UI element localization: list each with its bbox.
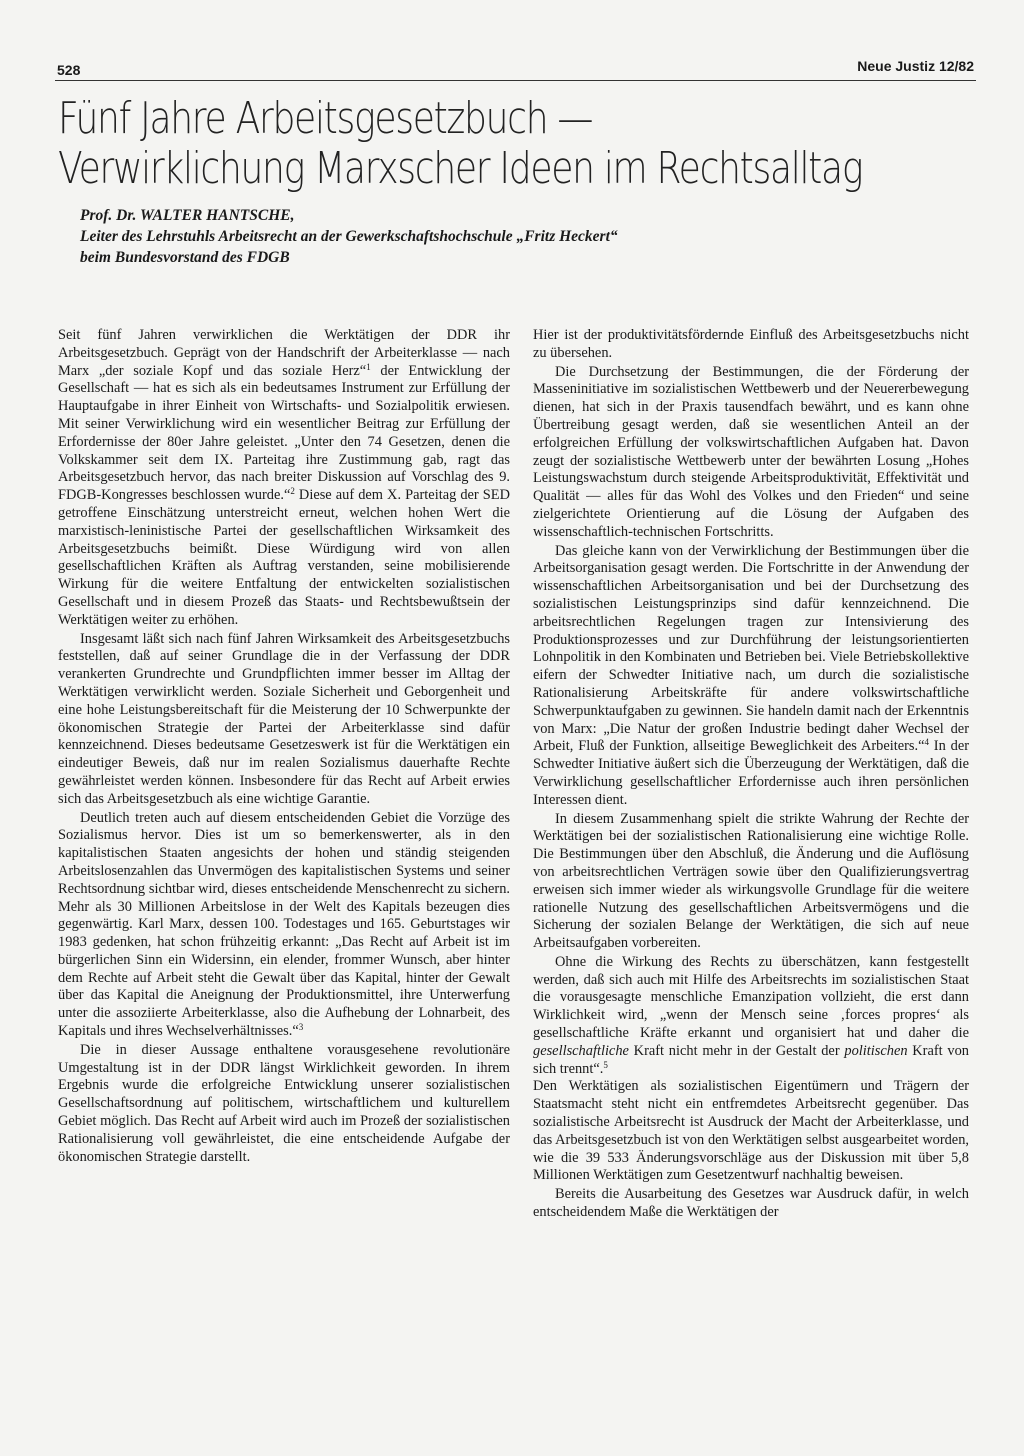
footnote-ref: 5	[603, 1059, 608, 1070]
author-affiliation: beim Bundesvorstand des FDGB	[80, 249, 290, 266]
footnote-ref: 3	[298, 1022, 304, 1033]
paragraph: Insgesamt läßt sich nach fünf Jahren Wirksamkeit des Arbeitsgesetzbuchs feststellen, daß auf seiner Grundlage die in der Verfassung der DDR verankerten Grundrechte und Grundpflichten immer besser im Alltag der Werktätigen verwirklicht werden. Soziale Sicherheit und Geborgenheit und eine hohe Leistungsbereitschaft für die Meisterung der 10 Schwerpunkte der ökonomischen Strategie der Partei der Arbeiterklasse sind dafür kennzeichnend. Dieses bedeutsame Gesetzeswerk ist für die Werktätigen ein eindeutiger Beweis, daß nur im realen Sozialismus dauerhafte Rechte gewährleistet werden können. Insbesondere für das Recht auf Arbeit erwies sich das Arbeitsgesetzbuch als eine wichtige Garantie.	[58, 630, 510, 807]
paragraph: Die in dieser Aussage enthaltene vorausgesehene revolutionäre Umgestaltung ist in der DDR längst Wirklichkeit geworden. In ihrem Ergebnis wurde die erfolgreiche Entwicklung unserer sozialistischen Gesellschaftsordnung auf politischem, wirtschaftlichem und kulturellem Gebiet möglich. Das Recht auf Arbeit wird auch im Prozeß der sozialistischen Rationalisierung voll gewährleistet, die eine entscheidende Aufgabe der ökonomischen Strategie darstellt.	[58, 1041, 510, 1165]
paragraph: Hier ist der produktivitätsfördernde Einfluß des Arbeitsgesetzbuchs nicht zu übersehen.	[533, 327, 969, 361]
article-title	[58, 93, 863, 194]
footnote-ref: 2	[290, 486, 295, 497]
body-column-right	[533, 327, 969, 1222]
author-block	[80, 205, 980, 268]
paragraph: Deutlich treten auch auf diesem entscheidenden Gebiet die Vorzüge des Sozialismus hervor. Dies ist um so bemerkenswerter, als in den kapitalistischen Staaten angesichts der hohen und ständig steigenden Arbeitslosenzahlen das Unvermögen des kapitalistischen Systems und seiner Rechtsordnung sichtbar wird, dieses entscheidende Menschenrecht zu sichern. Mehr als 30 Millionen Arbeitslose in der Welt des Kapitals bezeugen dies gegenwärtig. Karl Marx, dessen 100. Todestages und 165. Geburtstages wir 1983 gedenken, hat schon frühzeitig erkannt: „Das Recht auf Arbeit ist im bürgerlichen Sinn ein Widersinn, ein elender, frommer Wunsch, aber hinter dem Rechte auf Arbeit steht die Gewalt über das Kapital, hinter der Gewalt über das Kapital die Aneignung der Produktionsmittel, ihre Unterwerfung unter die assoziierte Arbeiterklasse, also die Aufhebung der Lohnarbeit, des Kapitals und ihres Wechselverhältnisses.“$^3$	[58, 809, 510, 1040]
paragraph: Bereits die Ausarbeitung des Gesetzes war Ausdruck dafür, in welch entscheidendem Maße die Werktätigen der	[533, 1186, 969, 1221]
paragraph: Den Werktätigen als sozialistischen Eigentümern und Trägern der Staatsmacht steht nicht ein entfremdetes Arbeitsrecht gegenüber. Das sozialistische Arbeitsrecht ist Ausdruck der Macht der Arbeiterklasse, und das Arbeitsgesetzbuch ist von den Werktätigen selbst ausgearbeitet worden, wie die 39 533 Änderungsvorschläge aus der Diskussion mit über 5,8 Millionen Werktätigen zum Gesetzentwurf nachhaltig beweisen.	[533, 1078, 969, 1184]
author-position: Leiter des Lehrstuhls Arbeitsrecht an der Gewerkschaftshochschule „Fritz Heckert“	[80, 228, 618, 245]
footnote-ref: 1	[366, 361, 371, 372]
paragraph: In diesem Zusammenhang spielt die strikte Wahrung der Rechte der Werktätigen bei der sozialistischen Rationalisierung eine wichtige Rolle. Die Bestimmungen über den Abschluß, die Änderung und die Auflösung von arbeitsrechtlichen Verträgen sowie über den Qualifizierungsvertrag erweisen sich immer wieder als wirkungsvolle Grundlage für die weitere rationelle Nutzung des gesellschaftlichen Arbeitsvermögens und die Sicherung der sozialen Belange der Werktätigen, die sich auf neue Arbeitsaufgaben vorbereiten.	[533, 810, 969, 952]
paragraph: Das gleiche kann von der Verwirklichung der Bestimmungen über die Arbeitsorganisation gesagt werden. Die Fortschritte in der Anwendung der wissenschaftlichen Arbeitsorganisation und bei der Durchsetzung des sozialistischen Leistungsprinzips sind dafür kennzeichnend. Die arbeitsrechtlichen Regelungen tragen zur Intensivierung des Produktionsprozesses und zur Durchführung der leistungsorientierten Lohnpolitik in den Kombinaten und Betrieben bei. Viele Betriebskollektive eifern der Schwedter Initiative nach, um durch die sozialistische Rationalisierung Arbeitskräfte für andere volkswirtschaftliche Schwerpunktaufgaben zu gewinnen. Sie handeln damit nach der Erkenntnis von Marx: „Die Natur der großen Industrie bedingt daher Wechsel der Arbeit, Fluß der Funktion, allseitige Beweglichkeit des Arbeiters.“$^4$ In der Schwedter Initiative äußert sich die Überzeugung der Werktätigen, daß die Verwirklichung gesellschaftlicher Erfordernisse auch ihren persönlichen Interessen dient.	[533, 542, 970, 808]
body-column-left	[58, 327, 510, 1166]
paragraph: Seit fünf Jahren verwirklichen die Werktätigen der DDR ihr Arbeitsgesetzbuch. Geprägt von der Handschrift der Arbeiterklasse — nach Marx „der soziale Kopf und das soziale Herz“$^1$ der Entwicklung der Gesellschaft — hat es sich als ein bedeutsames Instrument zur Erfüllung der Hauptaufgabe in ihrer Einheit von Wirtschafts- und Sozialpolitik erwiesen. Mit seiner Verwirklichung wird ein wesentlicher Beitrag zur Erfüllung der Erfordernisse der 80er Jahre geleistet. „Unter den 74 Gesetzen, denen die Volkskammer seit dem IX. Parteitag ihre Zustimmung gab, ragt das Arbeitsgesetzbuch hervor, das nach breiter Diskussion auf Vorschlag des 9. FDGB-Kongresses beschlossen wurde.“$^2$ Diese auf dem X. Parteitag der SED getroffene Einschätzung unterstreicht erneut, welchen hohen Wert die marxistisch-leninistische Partei der gesellschaftlichen Wirksamkeit des Arbeitsgesetzbuchs beimißt. Diese Würdigung wird von allen gesellschaftlichen Kräften als Auftrag verstanden, seine mobilisierende Wirkung für die weitere Entfaltung der entwickelten sozialistischen Gesellschaft und in diesem Prozeß das Staats- und Rechtsbewußtsein der Werktätigen weiter zu erhöhen.	[58, 327, 510, 628]
title-line-2: Verwirklichung Marxscher Ideen im Rechtsalltag	[58, 143, 863, 194]
title-line-1: Fünf Jahre Arbeitsgesetzbuch —	[58, 93, 593, 144]
paragraph: Die Durchsetzung der Bestimmungen, die der Förderung der Masseninitiative im sozialistischen Wettbewerb und der Neuererbewegung dienen, hat sich in der Praxis tausendfach bewährt, und es kann ohne Übertreibung gesagt werden, daß sie wesentlichen Anteil an der erfolgreichen Erfüllung der volkswirtschaftlichen Aufgaben hat. Davon zeugt der sozialistische Wettbewerb unter der bewährten Losung „Hohes Leistungswachstum durch steigende Arbeitsproduktivität, Effektivität und Qualität — alles für das Wohl des Volkes und den Frieden“ und seine zielgerichtete Orientierung auf die Lösung der Aufgaben des wissenschaftlich-technischen Fortschritts.	[533, 363, 969, 540]
page-number: 528	[57, 62, 81, 78]
footnote-ref: 4	[924, 737, 929, 748]
emphasis: gesellschaftliche	[533, 1042, 629, 1059]
author-name: Prof. Dr. WALTER HANTSCHE,	[80, 207, 295, 224]
paragraph: Ohne die Wirkung des Rechts zu überschätzen, kann festgestellt werden, daß sich auch mit Hilfe des Arbeitsrechts im sozialistischen Staat die vorausgesagte menschliche Emanzipation vollzieht, die erst dann Wirklichkeit wird, „wenn der Mensch seine ‚forces propres‘ als gesellschaftliche Kräfte erkannt und organisiert hat und daher die gesellschaftliche Kraft nicht mehr in der Gestalt der politischen Kraft von sich trennt“.$^5$	[533, 953, 969, 1077]
emphasis: politischen	[844, 1042, 908, 1059]
journal-issue: Neue Justiz 12/82	[857, 58, 974, 74]
header-rule	[55, 80, 976, 81]
